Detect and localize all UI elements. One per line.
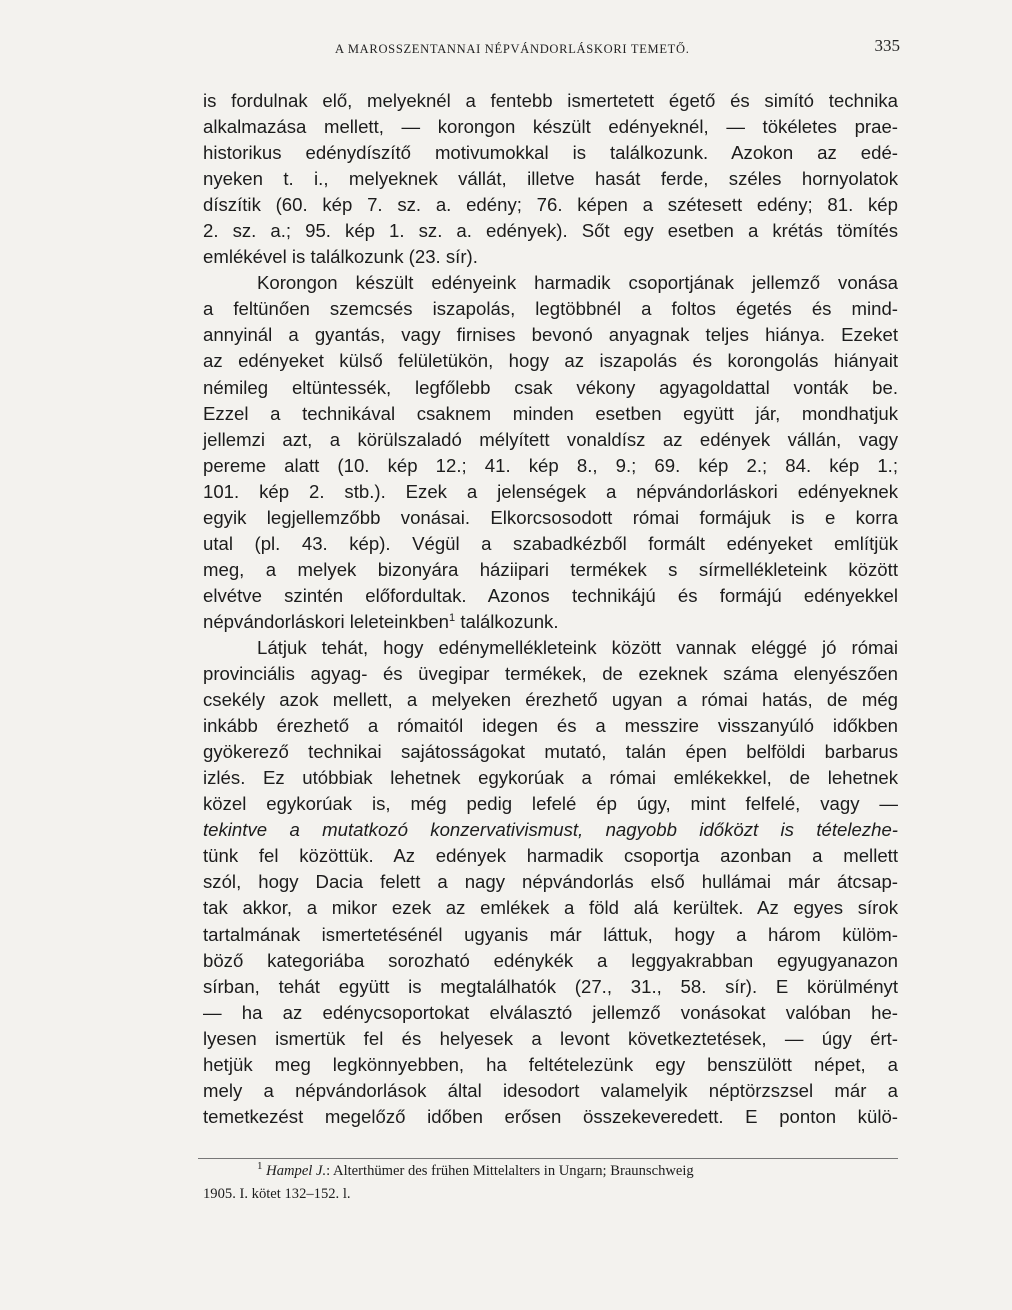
paragraph-2 <box>203 270 898 635</box>
footnote-author: Hampel J. <box>266 1163 327 1179</box>
text-line: szól, hogy Dacia felett a nagy népvándorlás első hullámai már átcsap- <box>203 871 898 893</box>
running-head: A MAROSSZENTANNAI NÉPVÁNDORLÁSKORI TEMETŐ. <box>335 42 690 56</box>
text-line: — ha az edénycsoportokat elválasztó jellemző vonásokat valóban he- <box>203 1001 898 1023</box>
page-header <box>203 36 900 66</box>
text-line: némileg eltüntessék, legfőlebb csak vékony agyagoldattal vonták be. <box>203 376 898 398</box>
text-line: meg, a melyek bizonyára háziipari termékek s sírmellékleteink között <box>203 558 898 580</box>
text-line: csekély azok mellett, a melyeken érezhető ugyan a római hatás, de még <box>203 689 898 711</box>
footnote-line <box>203 1160 898 1183</box>
text-line: az edényeket külső felületükön, hogy az iszapolás és korongolás hiányait <box>203 350 898 372</box>
text-line-with-footnote <box>203 609 898 635</box>
footnote-marker: 1 <box>257 1160 263 1173</box>
text-line: is fordulnak elő, melyeknél a fentebb ismertetett égető és simító technika <box>203 90 898 111</box>
text-line: provinciális agyag- és üvegipar termékek, de ezeknek száma elenyészően <box>203 663 898 685</box>
text-line: gyökerező technikai sajátosságokat mutató, talán épen belföldi barbarus <box>203 741 898 763</box>
text-fragment: népvándorláskori leleteinkben <box>203 610 450 632</box>
footnote-line: 1905. I. kötet 132–152. l. <box>203 1186 351 1202</box>
paragraph-3 <box>203 635 898 1130</box>
text-line: Korongon készült edényeink harmadik csoportjának jellemző vonása <box>257 272 898 294</box>
text-line: közel egykorúak is, még pedig lefelé ép úgy, mint felfelé, vagy — <box>203 793 898 815</box>
text-line: mely a népvándorlások által idesodort valamelyik néptörzszsel már a <box>203 1079 898 1101</box>
text-line: tartalmának ismertetésénél ugyanis már láttuk, hogy a három külöm- <box>203 923 898 945</box>
footnote-reference: 1 <box>449 611 456 624</box>
page-number: 335 <box>874 36 900 55</box>
text-line: sírban, tehát együtt is megtalálhatók (27., 31., 58. sír). E körülményt <box>203 975 898 997</box>
text-line: lyesen ismertük fel és helyesek a levont következtetések, — úgy ért- <box>203 1027 898 1049</box>
text-line: alkalmazása mellett, — korongon készült edényeknél, — tökéletes prae- <box>203 116 898 138</box>
text-line: jellemzi azt, a körülszaladó mélyített vonaldísz az edények vállán, vagy <box>203 428 898 450</box>
text-line: egyik legjellemzőbb vonásai. Elkorcsosodott római formájuk is e korra <box>203 506 898 528</box>
text-line: 101. kép 2. stb.). Ezek a jelenségek a népvándorláskori edényeknek <box>203 480 898 502</box>
text-line: pereme alatt (10. kép 12.; 41. kép 8., 9.; 69. kép 2.; 84. kép 1.; <box>203 454 898 476</box>
text-line: emlékével is találkozunk (23. sír). <box>203 246 478 268</box>
text-line: inkább érezhető a rómaitól idegen és a messzire visszanyúló időkben <box>203 715 898 737</box>
text-line: izlés. Ez utóbbiak lehetnek egykorúak a római emlékekkel, de lehetnek <box>203 767 898 789</box>
footnote-divider <box>198 1158 898 1159</box>
text-line: elvétve szintén előfordultak. Azonos technikájú és formájú edényekkel <box>203 584 898 606</box>
text-line: nyeken t. i., melyeknek vállát, illetve hasát ferde, széles hornyolatok <box>203 168 898 190</box>
text-fragment: találkozunk. <box>460 610 559 632</box>
text-line: Látjuk tehát, hogy edénymellékleteink között vannak eléggé jó római <box>257 636 898 658</box>
text-line: Ezzel a technikával csaknem minden esetben együtt jár, mondhatjuk <box>203 402 898 424</box>
footnote <box>203 1160 898 1206</box>
text-line: 2. sz. a.; 95. kép 1. sz. a. edények). Sőt egy esetben a krétás tömítés <box>203 220 898 242</box>
text-line: hetjük meg legkönnyebben, ha feltételezünk egy benszülött népet, a <box>203 1053 898 1075</box>
text-line: a feltünően szemcsés iszapolás, legtöbbnél a foltos égetés és mind- <box>203 298 898 320</box>
footnote-citation: : Alterthümer des frühen Mittelalters in Ungarn; Braunschweig <box>326 1163 694 1179</box>
text-line: utal (pl. 43. kép). Végül a szabadkézből formált edényeket említjük <box>203 532 898 554</box>
text-line: annyinál a gyantás, vagy firnises bevonó anyagnak teljes hiánya. Ezeket <box>203 324 898 346</box>
body-text <box>203 88 898 1130</box>
paragraph-1 <box>203 88 898 270</box>
text-line: díszítik (60. kép 7. sz. a. edény; 76. képen a szétesett edény; 81. kép <box>203 194 898 216</box>
text-line: temetkezést megelőző időben erősen összekeveredett. E ponton külö- <box>203 1105 898 1127</box>
text-line: tekintve a mutatkozó konzervativismust, nagyobb időközt is tételezhe- <box>203 819 898 841</box>
text-line: historikus edénydíszítő motivumokkal is találkozunk. Azokon az edé- <box>203 142 898 164</box>
text-line: böző kategoriába sorozható edénykék a leggyakrabban egyugyanazon <box>203 949 898 971</box>
text-line: tünk fel közöttük. Az edények harmadik csoportja azonban a mellett <box>203 845 898 867</box>
text-line: tak akkor, a mikor ezek az emlékek a föld alá kerültek. Az egyes sírok <box>203 897 898 919</box>
